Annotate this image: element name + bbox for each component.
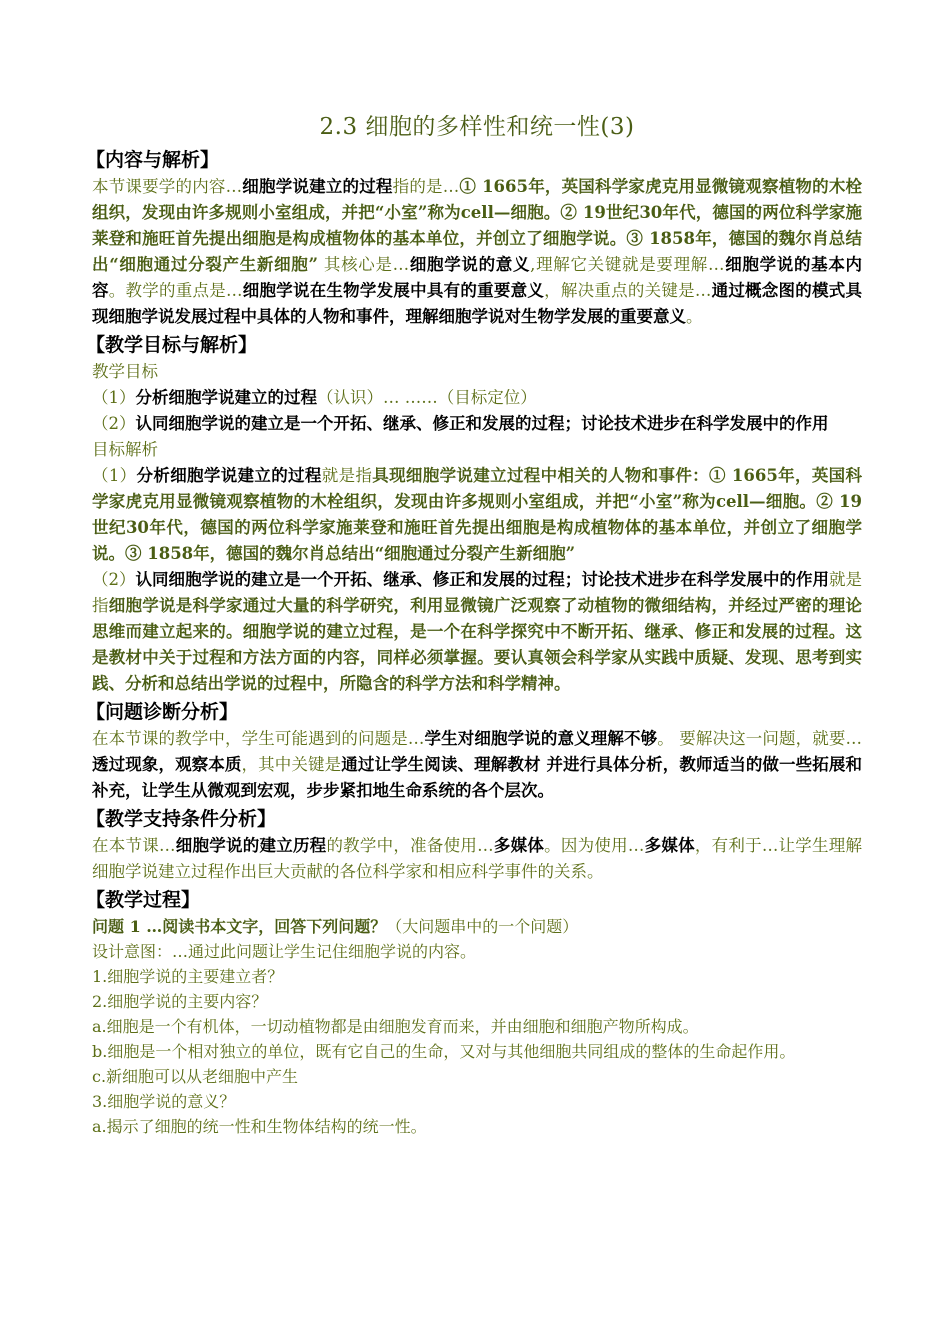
text-run: 认同细胞学说的建立是一个开拓、继承、修正和发展的过程；讨论技术进步在科学发展中的作用 — [135, 414, 829, 433]
text-run: （大问题串中的一个问题） — [386, 917, 579, 936]
section-heading-process: 【教学过程】 — [86, 889, 201, 911]
text-run: 学生对细胞学说的意义理解不够 — [424, 729, 658, 748]
list-item: 2.细胞学说的主要内容？ — [92, 992, 268, 1011]
text-run: 认同细胞学说的建立是一个开拓、继承、修正和发展的过程；讨论技术进步在科学发展中的作用 — [135, 570, 829, 589]
text-run: 。因为使用… — [544, 836, 645, 855]
text-run: 就是指 — [321, 466, 373, 485]
text-run: 指的是… — [392, 177, 460, 196]
diagnosis-paragraph — [92, 726, 862, 804]
text-run: 就是指 — [92, 570, 863, 615]
text-run: 。 — [686, 307, 703, 326]
document-page — [86, 108, 863, 1139]
text-run: 在本节课… — [92, 836, 176, 855]
text-run: 通过让学生阅读、理解教材 并进行具体分析，教师适当的做一些拓展和补充，让学生从微观到宏观，步步紧扣地生命系统的各个层次。 — [92, 755, 863, 800]
text-run: ，其中关键是 — [241, 755, 342, 774]
list-item: a.细胞是一个有机体，一切动植物都是由细胞发育而来，并由细胞和细胞产物所构成。 — [92, 1017, 699, 1036]
section-heading-diagnosis: 【问题诊断分析】 — [86, 701, 239, 723]
text-run: （1） — [92, 388, 136, 407]
text-run: （2） — [92, 570, 136, 589]
goal-item-2 — [92, 411, 862, 437]
design-intent: 设计意图：…通过此问题让学生记住细胞学说的内容。 — [92, 942, 477, 961]
list-item: a.揭示了细胞的统一性和生物体结构的统一性。 — [92, 1117, 427, 1136]
analysis-label: 目标解析 — [92, 440, 158, 459]
text-run: 细胞学说建立的过程 — [242, 177, 393, 196]
text-run: 本节课要学的内容… — [92, 177, 243, 196]
text-run: 多媒体 — [644, 836, 695, 855]
list-item: c.新细胞可以从老细胞中产生 — [92, 1067, 299, 1086]
text-run: （认识）… ……（目标定位） — [317, 388, 537, 407]
question-1 — [92, 914, 862, 939]
text-run: 细胞学说的建立历程 — [175, 836, 327, 855]
goal-item-1 — [92, 385, 862, 411]
text-run: 问题 1 …阅读书本文字，回答下列问题？ — [92, 917, 387, 936]
list-item: b.细胞是一个相对独立的单位，既有它自己的生命，又对与其他细胞共同组成的整体的生命起作用。 — [92, 1042, 796, 1061]
content-analysis-paragraph — [92, 174, 862, 330]
text-run: 其核心是… — [317, 255, 410, 274]
analysis-item-1 — [92, 463, 862, 567]
text-run: 具现细胞学说建立过程中相关的人物和事件：① 1665年，英国科学家虎克用显微镜观察植物的木栓组织，发现由许多规则小室组成，并把“小室”称为cell—细胞。② 19世纪30年代，德国的两位科学家施莱登和施旺首先提出细胞是构成植物体的基本单位，并创立了细胞学说。③ 1858年，德国的魏尔肖总结出“细胞通过分裂产生新细胞” — [92, 466, 863, 563]
text-run: 的教学中，准备使用… — [326, 836, 494, 855]
text-run: ,理解它关键就是要理解… — [530, 255, 725, 274]
text-run: （1） — [92, 466, 137, 485]
text-run: 分析细胞学说建立的过程 — [136, 466, 322, 485]
text-run: ，有利于…让学生理解细胞学说建立过程作出巨大贡献的各位科学家和相应科学事件的关系。 — [92, 836, 863, 881]
text-run: 细胞学说的基本内容 — [92, 255, 863, 300]
list-item: 3.细胞学说的意义？ — [92, 1092, 236, 1111]
text-run: 分析细胞学说建立的过程 — [135, 388, 317, 407]
section-heading-goals: 【教学目标与解析】 — [86, 334, 258, 356]
text-run: （2） — [92, 414, 136, 433]
goal-label: 教学目标 — [92, 362, 158, 381]
analysis-item-2 — [92, 567, 862, 697]
section-heading-content: 【内容与解析】 — [86, 149, 220, 171]
list-item: 1.细胞学说的主要建立者？ — [92, 967, 284, 986]
text-run: 细胞学说是科学家通过大量的科学研究，利用显微镜广泛观察了动植物的微细结构，并经过严密的理论思维而建立起来的。细胞学说的建立过程，是一个在科学探究中不断开拓、继承、修正和发展的过程。这是教材中关于过程和方法方面的内容，同样必须掌握。要认真领会科学家从实践中质疑、发现、思考到实践、分析和总结出学说的过程中，所隐含的科学方法和科学精神。 — [92, 596, 863, 693]
text-run: 。教学的重点是… — [108, 281, 243, 300]
text-run: 透过现象，观察本质 — [92, 755, 242, 774]
support-paragraph — [92, 833, 862, 885]
text-run: ，解决重点的关键是… — [544, 281, 712, 300]
page-title: 2.3 细胞的多样性和统一性(3) — [319, 114, 635, 140]
text-run: ① 1665年，英国科学家虎克用显微镜观察植物的木栓组织，发现由许多规则小室组成，并把“小室”称为cell—细胞。② 19世纪30年代，德国的两位科学家施莱登和施旺首先提出细胞是构成植物体的基本单位，并创立了细胞学说。③ 1858年，德国的魏尔肖总结出“细胞通过分裂产生新细胞” — [92, 177, 863, 274]
text-run: 多媒体 — [493, 836, 545, 855]
text-run: 在本节课的教学中，学生可能遇到的问题是… — [92, 729, 425, 748]
text-run: 细胞学说的意义 — [409, 255, 531, 274]
text-run: 细胞学说在生物学发展中具有的重要意义 — [242, 281, 545, 300]
section-heading-support: 【教学支持条件分析】 — [86, 808, 277, 830]
text-run: 。 要解决这一问题，就要… — [657, 729, 862, 748]
text-run: 通过概念图的模式具现细胞学说发展过程中具体的人物和事件，理解细胞学说对生物学发展的重要意义 — [92, 281, 863, 326]
